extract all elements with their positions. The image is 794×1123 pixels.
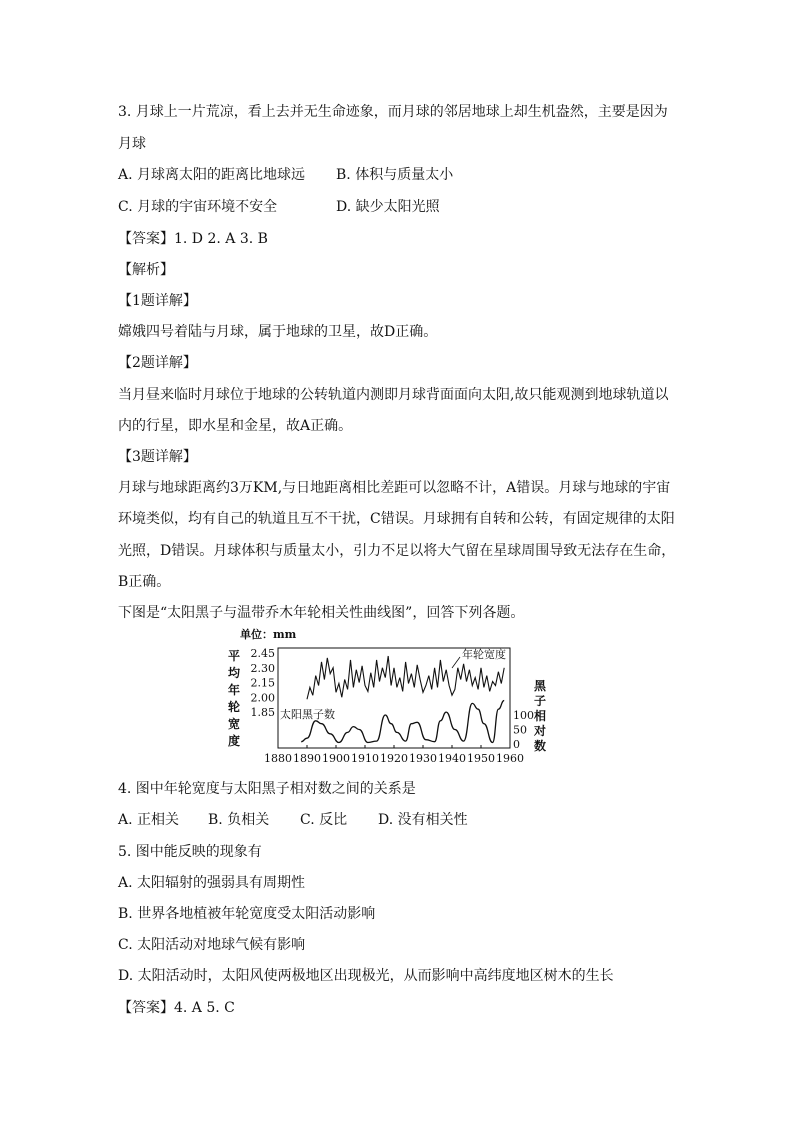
left-tick-label: 1.85 — [250, 706, 275, 719]
x-tick-label: 1940 — [438, 752, 466, 765]
q3-option-c: C. 月球的宇宙环境不安全 — [118, 199, 278, 215]
detail2-line: 内的行星，即水星和金星，故A正确。 — [118, 418, 353, 434]
left-axis-title-char: 宽 — [228, 717, 241, 731]
q3-stem-line2: 月球 — [118, 136, 146, 152]
x-tick-label: 1960 — [496, 752, 524, 765]
series-tree-ring-width-line — [307, 656, 504, 699]
detail3-line: 月球与地球距离约3万KM,与日地距离相比差距可以忽略不计，A错误。月球与地球的宇宙 — [118, 480, 671, 496]
q3-option-b: B. 体积与质量太小 — [336, 167, 454, 183]
q3-stem-line1: 3. 月球上一片荒凉，看上去并无生命迹象，而月球的邻居地球上却生机盎然，主要是因为 — [118, 104, 668, 120]
left-tick-label: 2.00 — [250, 691, 275, 705]
q5-option-d: D. 太阳活动时，太阳风使两极地区出现极光，从而影响中高纬度地区树木的生长 — [118, 968, 614, 984]
detail1-line: 嫦娥四号着陆与月球，属于地球的卫星，故D正确。 — [118, 324, 438, 340]
series-label-sunspot: 太阳黑子数 — [280, 708, 335, 721]
answer-1-3: 【答案】1. D 2. A 3. B — [118, 231, 268, 247]
series-sunspot-number-line — [301, 701, 504, 743]
q4-option-c: C. 反比 — [300, 812, 348, 828]
q3-option-d: D. 缺少太阳光照 — [336, 199, 440, 215]
q4-option-d: D. 没有相关性 — [378, 812, 468, 828]
left-tick-label: 2.15 — [250, 676, 275, 690]
series-label-tree-ring: 年轮宽度 — [462, 648, 506, 661]
x-tick-label: 1920 — [380, 752, 408, 765]
plot-frame — [278, 648, 510, 748]
left-axis-title-char: 轮 — [228, 700, 241, 714]
x-tick-label: 1900 — [322, 752, 350, 765]
detail1-title: 【1题详解】 — [118, 293, 197, 309]
series-label-leader — [452, 657, 460, 668]
q5-option-b: B. 世界各地植被年轮宽度受太阳活动影响 — [118, 906, 376, 922]
answer-4-5: 【答案】4. A 5. C — [118, 1000, 235, 1016]
detail3-line: 光照，D错误。月球体积与质量太小，引力不足以将大气留在星球周围导致无法存在生命， — [118, 543, 676, 559]
right-axis-title-char: 子 — [534, 694, 547, 708]
q4-option-b: B. 负相关 — [208, 812, 270, 828]
right-tick-label: 50 — [513, 723, 527, 737]
left-axis-title-char: 均 — [228, 666, 241, 680]
chart-intro: 下图是“太阳黑子与温带乔木年轮相关性曲线图”，回答下列各题。 — [118, 605, 525, 621]
x-tick-label: 1930 — [409, 752, 437, 765]
sunspot-treering-chart — [220, 624, 550, 774]
q5-stem: 5. 图中能反映的现象有 — [118, 844, 262, 860]
x-tick-label: 1910 — [351, 752, 379, 765]
detail3-line: B正确。 — [118, 574, 171, 590]
left-axis-title-char: 平 — [228, 649, 241, 663]
left-axis-title-char: 度 — [228, 734, 241, 748]
left-tick-label: 2.30 — [250, 661, 275, 675]
q5-option-a: A. 太阳辐射的强弱具有周期性 — [118, 875, 306, 891]
left-axis-title-char: 年 — [228, 683, 241, 697]
x-tick-label: 1950 — [467, 752, 495, 765]
q4-stem: 4. 图中年轮宽度与太阳黑子相对数之间的关系是 — [118, 781, 416, 797]
right-tick-label: 100 — [513, 709, 534, 722]
detail3-title: 【3题详解】 — [118, 449, 197, 465]
right-axis-title-char: 数 — [534, 739, 547, 753]
left-tick-label: 2.45 — [250, 647, 275, 660]
q4-option-a: A. 正相关 — [118, 812, 180, 828]
q5-option-c: C. 太阳活动对地球气候有影响 — [118, 937, 306, 953]
unit-label: 单位：mm — [240, 628, 297, 641]
detail2-title: 【2题详解】 — [118, 355, 197, 371]
right-tick-label: 0 — [513, 738, 520, 751]
right-axis-title-char: 黑 — [534, 679, 547, 693]
x-tick-label: 1890 — [293, 752, 321, 765]
q3-option-a: A. 月球离太阳的距离比地球远 — [118, 167, 306, 183]
analysis-label: 【解析】 — [118, 262, 174, 278]
right-axis-title-char: 对 — [534, 724, 547, 738]
detail3-line: 环境类似，均有自己的轨道且互不干扰，C错误。月球拥有自转和公转，有固定规律的太阳 — [118, 511, 675, 527]
detail2-line: 当月昼来临时月球位于地球的公转轨道内测即月球背面面向太阳,故只能观测到地球轨道以 — [118, 387, 669, 403]
x-tick-label: 1880 — [264, 752, 292, 765]
right-axis-title-char: 相 — [534, 709, 547, 723]
